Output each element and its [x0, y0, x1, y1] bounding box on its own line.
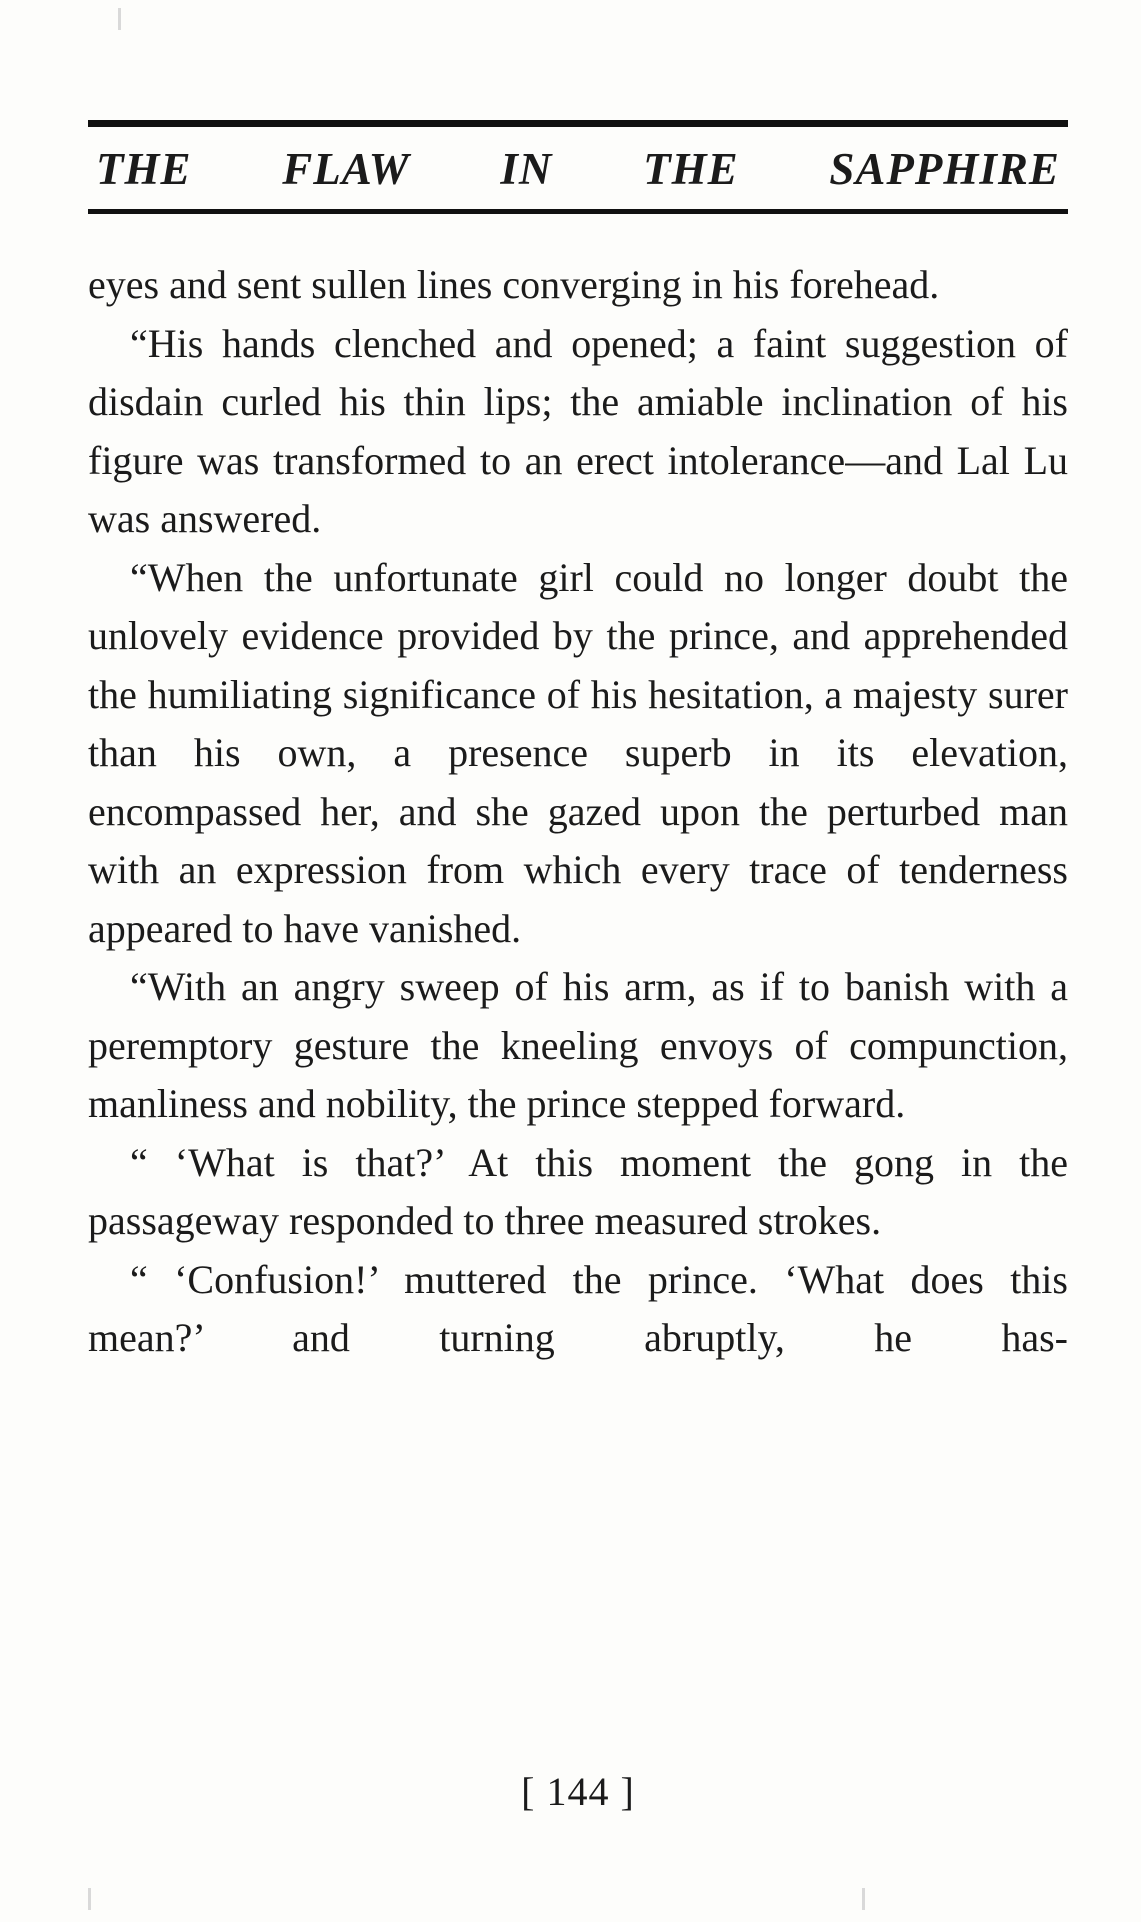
header-rule-bottom [88, 209, 1068, 214]
running-head-word-1: THE [96, 144, 192, 194]
running-head-word-2: FLAW [282, 144, 410, 194]
header-rule-top [88, 120, 1068, 127]
scan-edge-mark-bottom-left [88, 1888, 91, 1910]
page-number: [ 144 ] [521, 1769, 635, 1814]
running-head-word-5: SAPPHIRE [829, 144, 1060, 194]
paragraph: “His hands clenched and opened; a faint suggestion of disdain curled his thin lips; the amiable inclination of his figure was transformed to an erect intolerance—and Lal Lu was answered. [88, 320, 1068, 541]
paragraph: “ ‘What is that?’ At this moment the gong in the passageway responded to three measured strokes. [88, 1139, 1068, 1243]
running-head [88, 127, 1068, 209]
paragraph: “When the unfortunate girl could no longer doubt the unlovely evidence provided by the prince, and apprehended the humiliating significance of his hesitation, a majesty surer than his own, a presence superb in its elevation, encompassed her, and she gazed upon the perturbed man with an expression from which every trace of tenderness appeared to have vanished. [88, 554, 1068, 951]
scan-edge-mark-top-left [118, 8, 121, 30]
running-head-word-3: IN [500, 144, 553, 194]
scan-edge-mark-bottom-right [862, 1888, 865, 1910]
body-text [88, 256, 1068, 1426]
paragraph: eyes and sent sullen lines converging in his forehead. [88, 262, 940, 307]
paragraph: “With an angry sweep of his arm, as if to banish with a peremptory gesture the kneeling envoys of compunction, manliness and nobility, the prince stepped forward. [88, 964, 1068, 1126]
running-head-word-4: THE [643, 144, 739, 194]
page-header [88, 120, 1068, 214]
page-content [88, 120, 1068, 1814]
paragraph: “ ‘Confusion!’ muttered the prince. ‘What does this mean?’ and turning abruptly, he has- [88, 1256, 1068, 1360]
